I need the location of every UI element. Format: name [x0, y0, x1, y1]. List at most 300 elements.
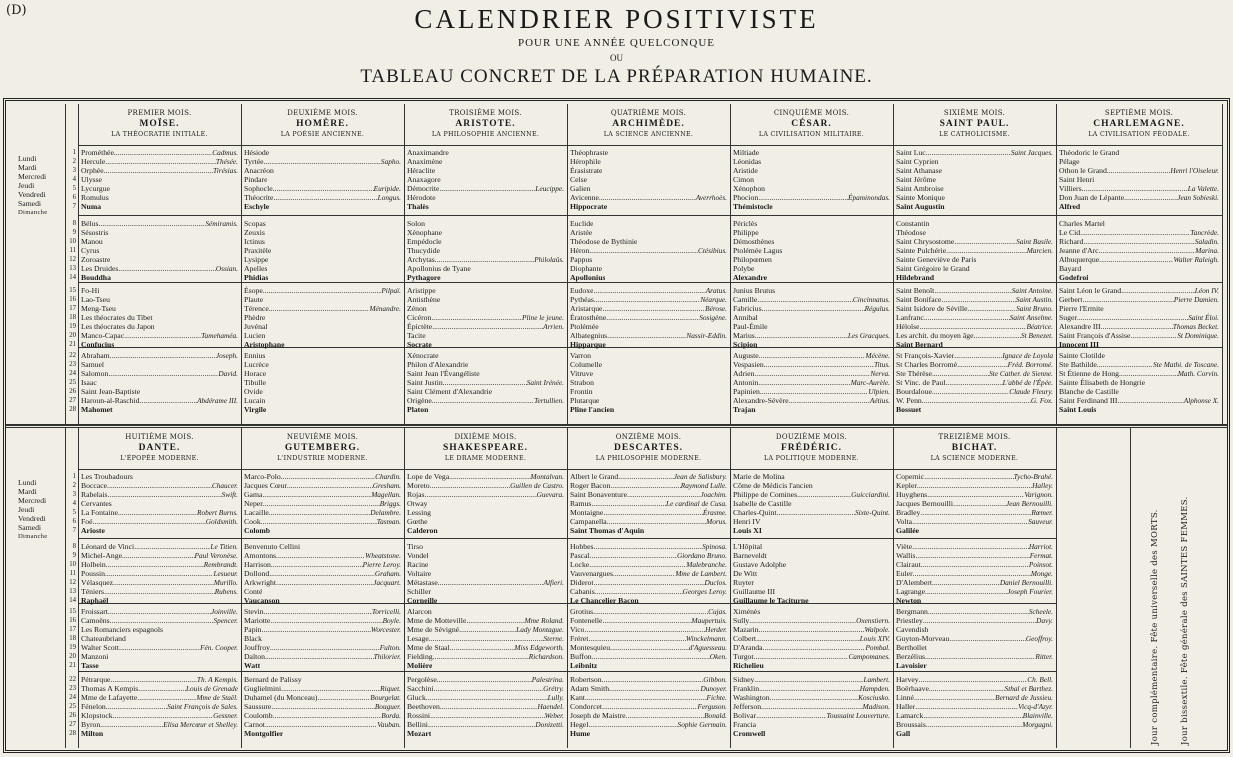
commemorated-name: Bossuet	[896, 405, 922, 415]
adjunct-name: Grétry.	[543, 684, 564, 694]
day-entry	[896, 322, 1053, 331]
month-column-rule	[241, 428, 242, 748]
week-block	[570, 286, 727, 349]
day-entry	[244, 481, 401, 490]
leader-dots	[764, 360, 874, 369]
day-number: 25	[69, 703, 76, 711]
day-entry	[1059, 148, 1219, 157]
commemorated-name: Mahomet	[81, 405, 113, 415]
day-entry	[896, 157, 1053, 166]
adjunct-name: Marcien.	[1026, 246, 1053, 256]
day-entry	[407, 625, 564, 634]
leader-dots	[430, 481, 511, 490]
leader-dots	[124, 331, 201, 340]
day-entry	[244, 693, 401, 702]
day-entry	[570, 148, 727, 157]
week-block	[733, 286, 890, 349]
day-number: 24	[69, 370, 76, 378]
day-entry	[570, 255, 727, 264]
commemorated-name: Guillaume III	[733, 587, 776, 597]
weekday-label: Lundi	[18, 154, 37, 163]
commemorated-name: Guillaume le Taciturne	[733, 596, 809, 606]
week-block	[81, 286, 238, 349]
commemorated-name: Bergmann	[896, 607, 928, 616]
day-entry	[896, 273, 1053, 282]
day-entry	[1059, 184, 1219, 193]
commemorated-name: Alexandre	[733, 273, 768, 283]
commemorated-name: Meng-Tseu	[81, 304, 116, 314]
commemorated-name: Poussin	[81, 569, 105, 579]
day-number: 4	[72, 500, 76, 508]
commemorated-name: Plaute	[244, 295, 264, 305]
leader-dots	[932, 387, 1009, 396]
adjunct-name: Philolaüs.	[534, 255, 564, 265]
week-block	[244, 542, 401, 605]
side-note-women: Jour bissextile. Fête générale des SAINTES FEMMES.	[1180, 496, 1190, 745]
leader-dots	[265, 720, 377, 729]
day-entry	[896, 378, 1053, 387]
leader-dots	[602, 702, 697, 711]
day-entry	[570, 295, 727, 304]
day-entry	[407, 596, 564, 605]
commemorated-name: Adrien	[733, 369, 755, 379]
day-entry	[896, 578, 1053, 587]
commemorated-name: Arkwright	[244, 578, 277, 588]
commemorated-name: Buffon	[570, 652, 592, 662]
commemorated-name: Romulus	[81, 193, 109, 203]
day-entry	[1059, 175, 1219, 184]
commemorated-name: De Witt	[733, 569, 758, 579]
day-entry	[244, 729, 401, 738]
commemorated-name: Ste Bathilde	[1059, 360, 1097, 370]
adjunct-name: Giordano Bruno.	[677, 551, 727, 561]
adjunct-name: La Valette.	[1187, 184, 1219, 194]
day-entry	[81, 237, 238, 246]
commemorated-name: Trajan	[733, 405, 756, 415]
day-entry	[244, 378, 401, 387]
commemorated-name: Sainte Monique	[896, 193, 945, 203]
leader-dots	[1101, 322, 1173, 331]
commemorated-name: Virgile	[244, 405, 267, 415]
leader-dots	[113, 711, 213, 720]
adjunct-name: Kosciusko.	[858, 693, 890, 703]
day-entry	[570, 340, 727, 349]
day-entry	[570, 499, 727, 508]
commemorated-name: Conté	[244, 587, 263, 597]
day-entry	[896, 643, 1053, 652]
adjunct-name: Chardin.	[375, 472, 401, 481]
day-entry	[407, 634, 564, 643]
day-entry	[407, 526, 564, 535]
commemorated-name: Miltiade	[733, 148, 760, 157]
day-number: 27	[69, 721, 76, 729]
adjunct-name: Vicq-d'Azyr.	[1018, 702, 1053, 712]
leader-dots	[777, 508, 855, 517]
commemorated-name: Bellini	[407, 720, 428, 730]
week-block	[244, 607, 401, 670]
day-entry	[1059, 313, 1219, 322]
adjunct-name: Rœmer.	[1031, 508, 1053, 518]
day-entry	[733, 157, 890, 166]
leader-dots	[264, 607, 372, 616]
adjunct-name: Duclos.	[704, 578, 727, 588]
weekday-label: Mercredi	[18, 496, 47, 506]
leader-dots	[273, 193, 377, 202]
day-entry	[244, 175, 401, 184]
day-entry	[244, 369, 401, 378]
commemorated-name: Gluck	[407, 693, 426, 703]
month-theme: LE DRAME MODERNE.	[444, 455, 527, 462]
day-entry	[244, 237, 401, 246]
commemorated-name: W. Penn	[896, 396, 922, 406]
commemorated-name: Les théocrates du Tibet	[81, 313, 153, 323]
leader-dots	[925, 652, 1035, 661]
day-entry	[407, 542, 564, 551]
commemorated-name: Columelle	[570, 360, 603, 370]
day-entry	[81, 526, 238, 535]
day-number: 14	[69, 274, 76, 282]
month-name: DANTE.	[138, 443, 181, 453]
day-entry	[244, 634, 401, 643]
commemorated-name: Klopstock	[81, 711, 113, 721]
week-block	[896, 472, 1053, 535]
day-entry	[81, 490, 238, 499]
leader-dots	[426, 693, 548, 702]
leader-dots	[606, 313, 699, 322]
day-entry	[407, 148, 564, 157]
commemorated-name: Xénophane	[407, 228, 443, 238]
day-entry	[81, 369, 238, 378]
commemorated-name: Newton	[896, 596, 922, 606]
commemorated-name: Rojas	[407, 490, 425, 500]
adjunct-name: Geoffroy.	[1025, 634, 1053, 644]
day-entry	[81, 246, 238, 255]
commemorated-name: Watt	[244, 661, 261, 671]
commemorated-name: Hésiode	[244, 148, 270, 157]
commemorated-name: Thémistocle	[733, 202, 773, 212]
adjunct-name: Ossian.	[215, 264, 238, 274]
leader-dots	[917, 481, 1032, 490]
adjunct-name: Blainville.	[1022, 711, 1053, 721]
commemorated-name: Ulysse	[81, 175, 102, 185]
commemorated-name: Marie de Molina	[733, 472, 785, 481]
day-entry	[570, 286, 727, 295]
leader-dots	[1099, 255, 1173, 264]
adjunct-name: Elisa Mercœur et Shelley.	[163, 720, 238, 730]
day-entry	[896, 219, 1053, 228]
adjunct-name: Saint Austin.	[1015, 295, 1053, 305]
day-number: 24	[69, 694, 76, 702]
day-entry	[81, 560, 238, 569]
leader-dots	[770, 693, 859, 702]
day-entry	[896, 313, 1053, 322]
leader-dots	[594, 542, 703, 551]
adjunct-name: Spencer.	[213, 616, 238, 626]
week-block	[896, 219, 1053, 282]
day-entry	[407, 472, 564, 481]
month-column-rule	[404, 428, 405, 748]
day-number: 17	[69, 305, 76, 313]
adjunct-name: Maupertuis.	[691, 616, 727, 626]
commemorated-name: Hérophile	[570, 157, 601, 167]
commemorated-name: Aristophane	[244, 340, 285, 350]
adjunct-name: Tirésias.	[213, 166, 238, 176]
commemorated-name: Richelieu	[733, 661, 764, 671]
day-entry	[570, 675, 727, 684]
leader-dots	[758, 193, 848, 202]
commemorated-name: Foé	[81, 517, 93, 527]
adjunct-name: Le Titien.	[210, 542, 238, 551]
day-entry	[407, 729, 564, 738]
day-entry	[244, 351, 401, 360]
month-header	[407, 107, 564, 139]
adjunct-name: Montalvan.	[530, 472, 564, 481]
day-entry	[244, 490, 401, 499]
leader-dots	[108, 607, 211, 616]
day-entry	[896, 246, 1053, 255]
adjunct-name: Épaminondas.	[848, 193, 890, 203]
day-number: 28	[69, 730, 76, 738]
leader-dots	[763, 643, 866, 652]
day-entry	[896, 286, 1053, 295]
leader-dots	[429, 634, 544, 643]
month-column-rule	[78, 104, 79, 425]
commemorated-name: Froissart	[81, 607, 108, 616]
adjunct-name: Saint Irénée.	[526, 378, 564, 388]
commemorated-name: Milton	[81, 729, 104, 739]
commemorated-name: Thalès	[407, 202, 429, 212]
leader-dots	[789, 396, 870, 405]
day-entry	[896, 625, 1053, 634]
day-entry	[244, 202, 401, 211]
day-entry	[570, 405, 727, 414]
week-block	[407, 286, 564, 349]
weekday-label: Samedi	[18, 199, 42, 209]
commemorated-name: Saint Léon le Grand	[1059, 286, 1122, 295]
leader-dots	[757, 295, 853, 304]
adjunct-name: Jacquart.	[373, 578, 401, 588]
day-entry	[570, 237, 727, 246]
day-number: 15	[69, 287, 76, 294]
leader-dots	[945, 378, 1002, 387]
commemorated-name: Hercule	[81, 157, 106, 167]
day-entry	[407, 569, 564, 578]
adjunct-name: Marc-Aurèle.	[850, 378, 890, 388]
month-theme: LA PHILOSOPHIE ANCIENNE.	[431, 131, 540, 138]
commemorated-name: Pascal	[570, 551, 590, 561]
month-column-rule	[730, 428, 731, 748]
leader-dots	[276, 578, 373, 587]
week-rule	[78, 215, 1222, 216]
commemorated-name: Colbert	[733, 634, 757, 644]
leader-dots	[754, 369, 870, 378]
day-entry	[81, 286, 238, 295]
week-block	[1059, 286, 1219, 349]
day-entry	[733, 508, 890, 517]
adjunct-name: Paul Veronèse.	[194, 551, 238, 561]
commemorated-name: Philon d'Alexandrie	[407, 360, 469, 370]
day-entry	[733, 246, 890, 255]
day-entry	[896, 551, 1053, 560]
commemorated-name: Abraham	[81, 351, 110, 360]
leader-dots	[432, 396, 534, 405]
adjunct-name: Vauban.	[377, 720, 401, 730]
day-entry	[407, 405, 564, 414]
leader-dots	[317, 693, 370, 702]
adjunct-name: L'abbé de l'Épée.	[1002, 378, 1053, 388]
day-entry	[81, 157, 238, 166]
week-block	[1059, 351, 1219, 414]
adjunct-name: Arrien.	[543, 322, 564, 332]
leader-dots	[603, 508, 703, 517]
week-block	[407, 472, 564, 535]
month-name: BICHAT.	[951, 443, 998, 453]
day-entry	[1059, 193, 1219, 202]
day-entry	[733, 616, 890, 625]
day-entry	[81, 508, 238, 517]
day-number: 10	[69, 238, 76, 246]
commemorated-name: Lucien	[244, 331, 266, 341]
leader-dots	[609, 684, 700, 693]
day-number: 18	[69, 635, 76, 643]
commemorated-name: Saint Boniface	[896, 295, 942, 305]
day-entry	[244, 340, 401, 349]
adjunct-name: Ferguson.	[697, 702, 727, 712]
week-block	[896, 351, 1053, 414]
leader-dots	[755, 331, 848, 340]
day-entry	[733, 148, 890, 157]
commemorated-name: Saint Justin	[407, 378, 443, 388]
leader-dots	[100, 720, 163, 729]
commemorated-name: Cromwell	[733, 729, 766, 739]
day-entry	[244, 551, 401, 560]
adjunct-name: Oken.	[709, 652, 727, 662]
commemorated-name: Praxitèle	[244, 246, 272, 256]
adjunct-name: Sapho.	[380, 157, 401, 167]
commemorated-name: Xénocrate	[407, 351, 439, 360]
adjunct-name: Palestrina.	[531, 675, 564, 684]
commemorated-name: Le Cid	[1059, 228, 1081, 238]
day-entry	[733, 273, 890, 282]
commemorated-name: Cimon	[733, 175, 754, 185]
adjunct-name: Les Gracques.	[847, 331, 890, 341]
day-entry	[570, 184, 727, 193]
day-number: 19	[69, 323, 76, 331]
adjunct-name: Campomanes.	[848, 652, 890, 662]
day-entry	[896, 340, 1053, 349]
day-entry	[570, 369, 727, 378]
commemorated-name: Haller	[896, 702, 916, 712]
commemorated-name: L'Hôpital	[733, 542, 763, 551]
day-entry	[244, 652, 401, 661]
commemorated-name: Alexandre-Sévère	[733, 396, 789, 406]
commemorated-name: Lacaille	[244, 508, 269, 518]
commemorated-name: Stevin	[244, 607, 264, 616]
commemorated-name: Saint François d'Assise	[1059, 331, 1131, 341]
adjunct-name: Euripide.	[373, 184, 401, 194]
day-entry	[244, 569, 401, 578]
adjunct-name: David.	[218, 369, 238, 379]
commemorated-name: Aristarque	[570, 304, 603, 314]
day-entry	[407, 237, 564, 246]
adjunct-name: Worcester.	[370, 625, 401, 635]
commemorated-name: Lope de Vega	[407, 472, 450, 481]
commemorated-name: Junius Brutus	[733, 286, 776, 295]
day-entry	[407, 246, 564, 255]
month-theme: LA THÉOCRATIE INITIALE.	[111, 131, 208, 138]
commemorated-name: Saint Chrysostome	[896, 237, 955, 247]
commemorated-name: Saint Jean l'Évangéliste	[407, 369, 480, 379]
adjunct-name: Walter Raleigh.	[1173, 255, 1219, 265]
commemorated-name: Anaximène	[407, 157, 443, 167]
adjunct-name: Cujas.	[708, 607, 727, 616]
adjunct-name: Néarque.	[700, 295, 727, 305]
day-entry	[570, 166, 727, 175]
day-entry	[733, 340, 890, 349]
day-entry	[81, 625, 238, 634]
adjunct-name: Alphonse X.	[1183, 396, 1219, 406]
adjunct-name: Cadmus.	[212, 148, 238, 157]
commemorated-name: Broussais	[896, 720, 926, 730]
leader-dots	[915, 702, 1018, 711]
day-entry	[733, 587, 890, 596]
day-entry	[407, 313, 564, 322]
commemorated-name: Clairaut	[896, 560, 921, 570]
day-number: 16	[69, 296, 76, 304]
day-entry	[570, 304, 727, 313]
day-entry	[407, 675, 564, 684]
leader-dots	[919, 322, 1026, 331]
weekday-label: Dimanche	[18, 209, 48, 217]
adjunct-name: Bérose.	[705, 304, 727, 314]
day-entry	[570, 720, 727, 729]
day-entry	[896, 351, 1053, 360]
day-entry	[733, 295, 890, 304]
day-entry	[896, 237, 1053, 246]
commemorated-name: Polybe	[733, 264, 755, 274]
day-entry	[81, 387, 238, 396]
commemorated-name: Albategnius	[570, 331, 608, 341]
commemorated-name: Saint Jean-Baptiste	[81, 387, 141, 397]
leader-dots	[926, 148, 1011, 157]
week-rule	[78, 538, 1056, 539]
month-number: SEPTIÈME MOIS.	[1104, 109, 1174, 117]
day-entry	[733, 322, 890, 331]
commemorated-name: Sainte Pulchérie	[896, 246, 947, 256]
commemorated-name: Fréret	[570, 634, 589, 644]
adjunct-name: Jean de Salisbury.	[673, 472, 727, 481]
day-entry	[407, 643, 564, 652]
commemorated-name: Saint Henri	[1059, 175, 1095, 185]
adjunct-name: Jean Bernouilli.	[1005, 499, 1053, 509]
commemorated-name: Isabelle de Castille	[733, 499, 792, 509]
week-block	[244, 351, 401, 414]
commemorated-name: Holbein	[81, 560, 106, 570]
commemorated-name: Byron	[81, 720, 101, 730]
leader-dots	[913, 569, 1031, 578]
leader-dots	[607, 331, 686, 340]
day-entry	[733, 625, 890, 634]
week-block	[896, 148, 1053, 211]
leader-dots	[758, 378, 851, 387]
adjunct-name: Ste Cather. de Sienne.	[989, 369, 1053, 379]
adjunct-name: Morus.	[706, 517, 727, 527]
day-entry	[570, 587, 727, 596]
commemorated-name: Gœthe	[407, 517, 428, 527]
commemorated-name: Papin	[244, 625, 262, 635]
week-block	[81, 607, 238, 670]
leader-dots	[1083, 237, 1195, 246]
